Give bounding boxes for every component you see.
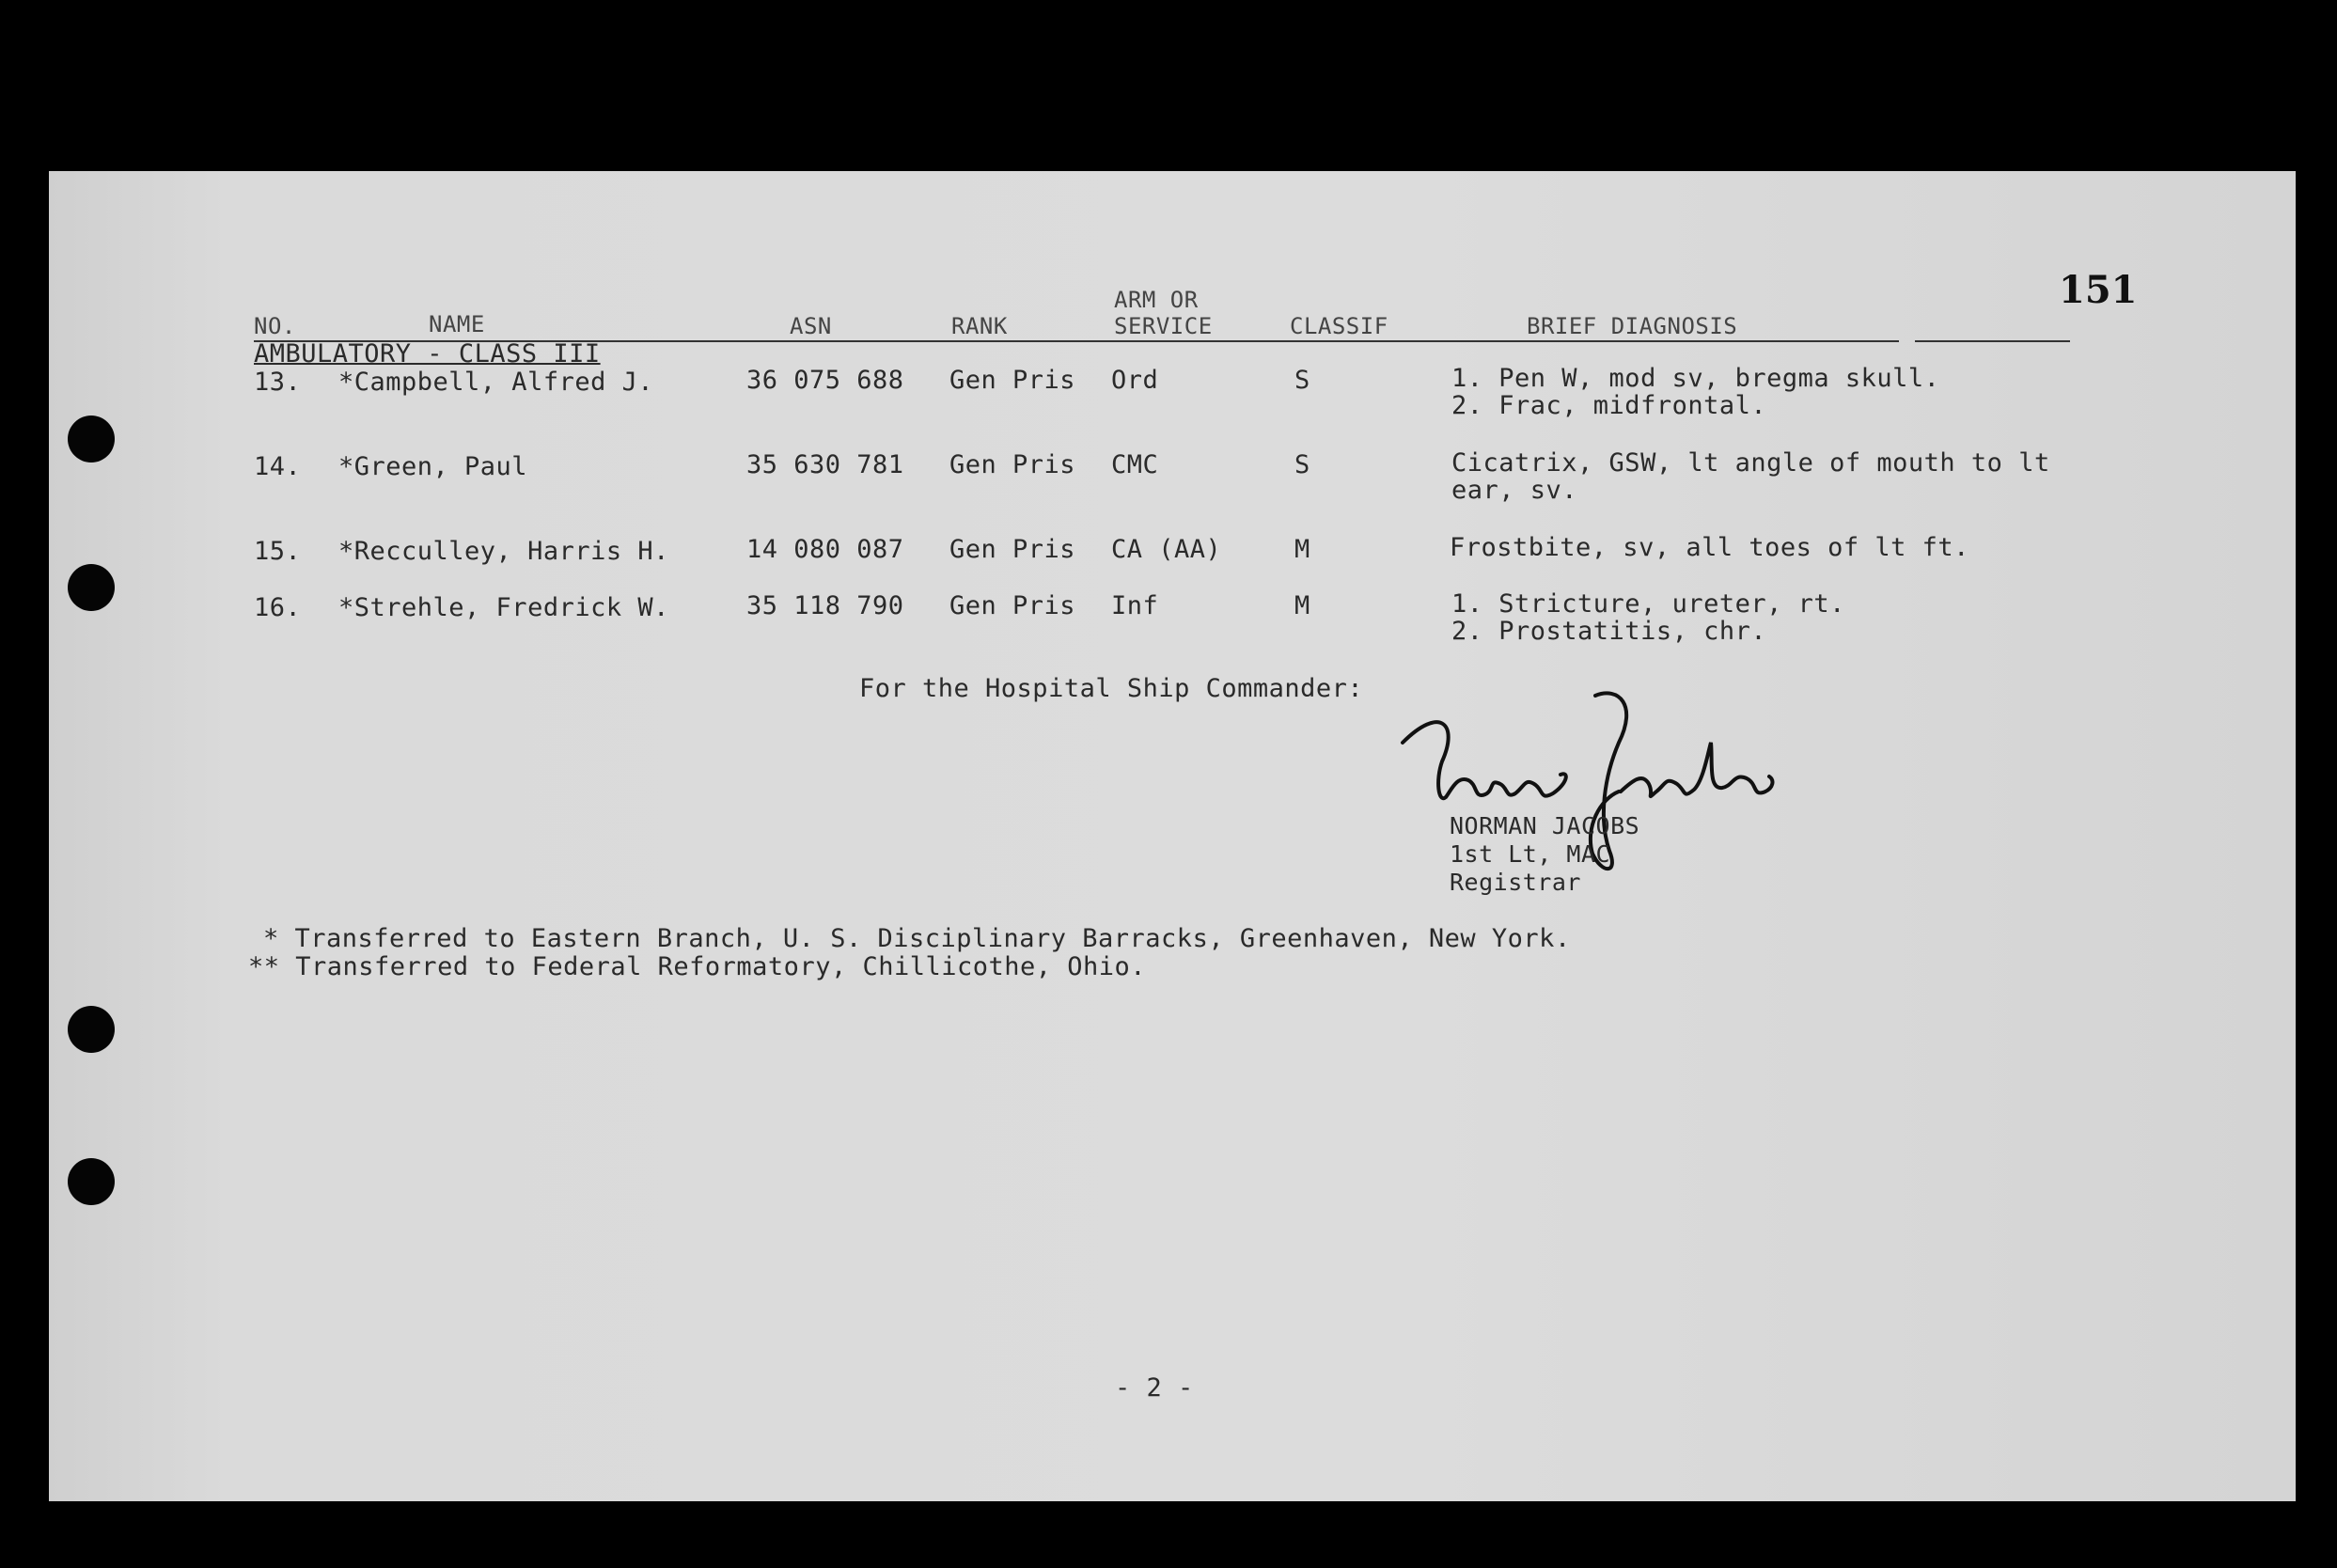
binder-hole bbox=[68, 564, 115, 611]
binder-hole bbox=[68, 1006, 115, 1053]
row-asn: 14 080 087 bbox=[746, 535, 904, 564]
row-diagnosis-line: 2. Prostatitis, chr. bbox=[1451, 617, 1767, 646]
binder-hole bbox=[68, 1158, 115, 1205]
row-asn: 36 075 688 bbox=[746, 366, 904, 395]
row-classif: M bbox=[1294, 591, 1310, 620]
row-no: 15. bbox=[254, 537, 302, 566]
row-diagnosis-line: Frostbite, sv, all toes of lt ft. bbox=[1450, 533, 1969, 562]
row-classif: M bbox=[1294, 535, 1310, 564]
footnote-single-asterisk: * Transferred to Eastern Branch, U. S. Disciplinary Barracks, Greenhaven, New York. bbox=[263, 924, 1571, 953]
header-no: NO. bbox=[254, 313, 296, 339]
row-arm: CMC bbox=[1111, 450, 1159, 479]
row-rank: Gen Pris bbox=[949, 535, 1076, 564]
row-name: *Campbell, Alfred J. bbox=[338, 368, 654, 397]
row-no: 14. bbox=[254, 452, 302, 481]
signature-for-line: For the Hospital Ship Commander: bbox=[859, 674, 1364, 703]
header-classif: CLASSIF bbox=[1290, 313, 1388, 339]
row-diagnosis-line: 2. Frac, midfrontal. bbox=[1451, 391, 1767, 420]
footer-page-number: - 2 - bbox=[1115, 1373, 1194, 1403]
row-diagnosis-line: Cicatrix, GSW, lt angle of mouth to lt bbox=[1451, 448, 2050, 478]
header-rank: RANK bbox=[951, 313, 1008, 339]
header-diagnosis: BRIEF DIAGNOSIS bbox=[1527, 313, 1738, 339]
row-arm: Inf bbox=[1111, 591, 1159, 620]
binder-hole bbox=[68, 416, 115, 463]
row-arm: Ord bbox=[1111, 366, 1159, 395]
header-name: NAME bbox=[429, 311, 485, 337]
row-no: 16. bbox=[254, 593, 302, 622]
row-rank: Gen Pris bbox=[949, 591, 1076, 620]
signature-name: NORMAN JACOBS bbox=[1450, 812, 1640, 839]
footnote-double-asterisk: ** Transferred to Federal Reformatory, Chillicothe, Ohio. bbox=[248, 952, 1147, 981]
document-page bbox=[49, 171, 2296, 1501]
row-name: *Green, Paul bbox=[338, 452, 528, 481]
row-rank: Gen Pris bbox=[949, 450, 1076, 479]
header-arm-line2: SERVICE bbox=[1114, 313, 1213, 339]
row-name: *Strehle, Fredrick W. bbox=[338, 593, 669, 622]
header-arm-line1: ARM OR bbox=[1114, 287, 1199, 313]
row-rank: Gen Pris bbox=[949, 366, 1076, 395]
row-diagnosis-line: ear, sv. bbox=[1451, 476, 1578, 505]
row-asn: 35 630 781 bbox=[746, 450, 904, 479]
row-diagnosis-line: 1. Stricture, ureter, rt. bbox=[1451, 589, 1845, 619]
page-number: 151 bbox=[2059, 268, 2138, 312]
row-name: *Recculley, Harris H. bbox=[338, 537, 669, 566]
header-asn: ASN bbox=[790, 313, 832, 339]
header-rule-right bbox=[1915, 340, 2070, 342]
section-title: AMBULATORY - CLASS III bbox=[254, 339, 601, 368]
signature-title: Registrar bbox=[1450, 869, 1581, 896]
row-classif: S bbox=[1294, 366, 1310, 395]
row-asn: 35 118 790 bbox=[746, 591, 904, 620]
signature-rank: 1st Lt, MAC bbox=[1450, 840, 1611, 868]
row-arm: CA (AA) bbox=[1111, 535, 1222, 564]
row-classif: S bbox=[1294, 450, 1310, 479]
row-no: 13. bbox=[254, 368, 302, 397]
row-diagnosis-line: 1. Pen W, mod sv, bregma skull. bbox=[1451, 364, 1940, 393]
